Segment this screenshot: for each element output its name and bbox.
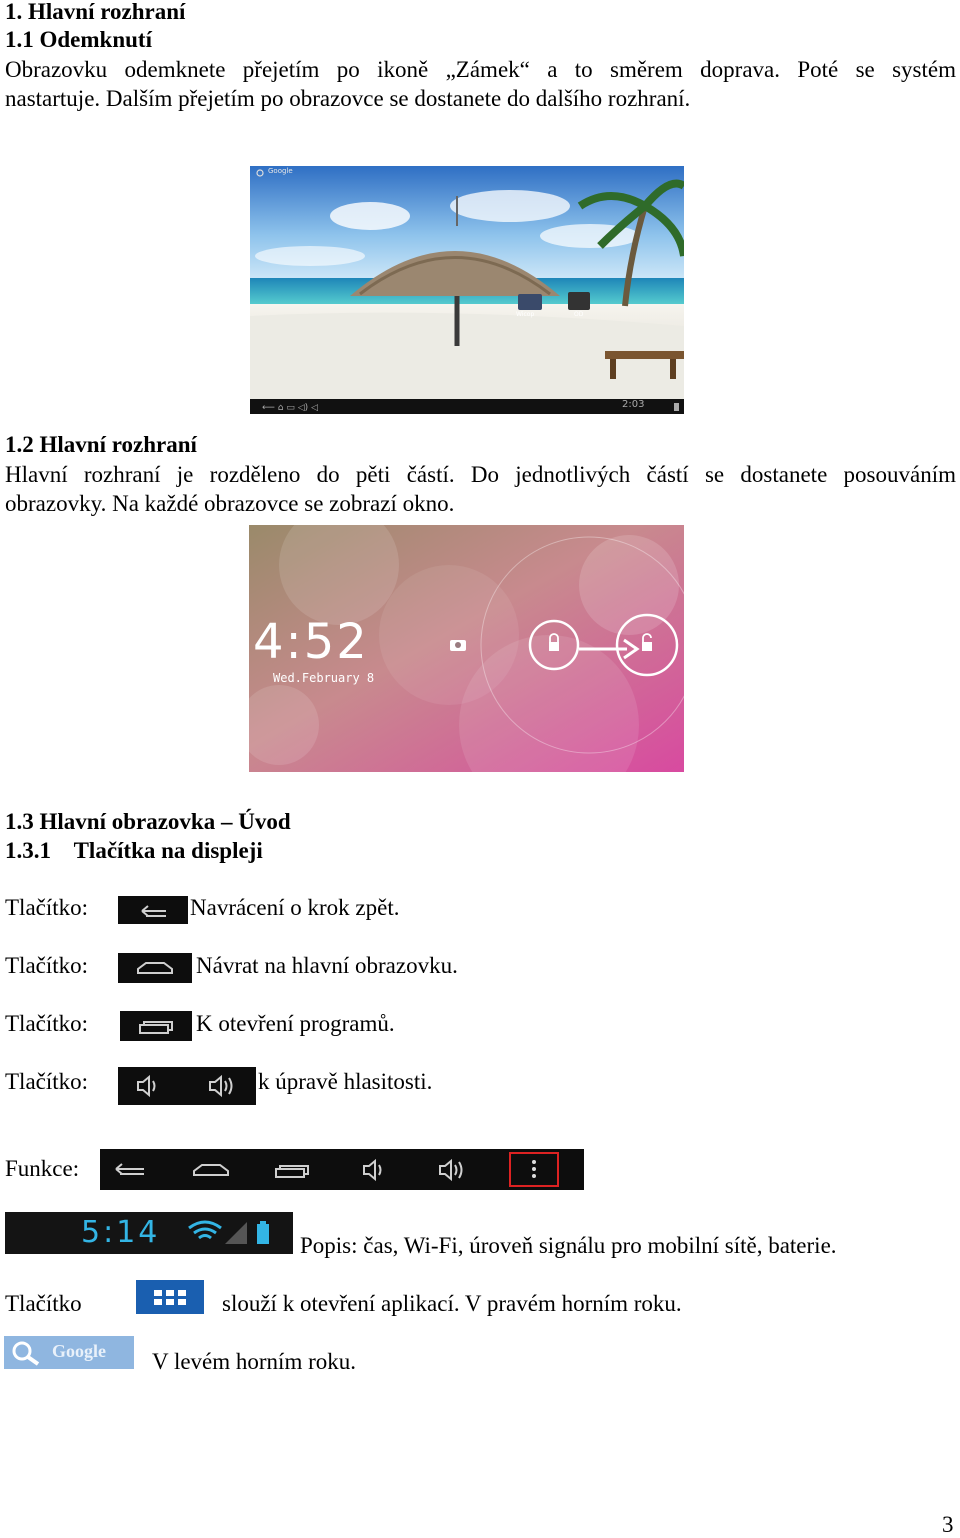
screenshot-lock-screen xyxy=(249,525,684,772)
button-row-label: Tlačítko: xyxy=(5,953,89,978)
beach-wallpaper-image xyxy=(250,166,684,414)
status-bar xyxy=(5,1212,293,1254)
heading-hlavni-rozhrani: 1. Hlavní rozhraní xyxy=(5,0,186,24)
recent-apps-icon xyxy=(120,1011,192,1041)
button-row-label: Tlačítko: xyxy=(5,895,89,920)
button-row-desc: k úpravě hlasitosti. xyxy=(258,1069,433,1094)
paragraph-rozhrani-line2: obrazovky. Na každé obrazovce se zobrazí okno. xyxy=(5,491,455,516)
heading-hlavni-obrazovka: 1.3 Hlavní obrazovka – Úvod xyxy=(5,809,291,834)
heading-tlacitka: 1.3.1 Tlačítka na displeji xyxy=(5,838,263,863)
home-icon xyxy=(194,1165,228,1175)
signal-icon xyxy=(225,1222,247,1244)
search-icon xyxy=(8,1340,48,1366)
screenshot-home-screen xyxy=(250,166,684,414)
volume-icon xyxy=(118,1067,256,1105)
app-label-od: OD xyxy=(574,311,584,318)
app-label-wicop: Wicop xyxy=(516,311,535,318)
button-row-desc: K otevření programů. xyxy=(196,1011,395,1036)
battery-icon xyxy=(257,1224,269,1244)
home-icon xyxy=(118,953,192,983)
paragraph-odemknuti-line1: Obrazovku odemknete přejetím po ikoně „Zámek“ a to směrem doprava. Poté se systém xyxy=(5,57,956,82)
search-label: Google xyxy=(268,167,293,175)
status-bar-desc: Popis: čas, Wi-Fi, úroveň signálu pro mobilní sítě, baterie. xyxy=(300,1233,837,1258)
button-row-desc: Návrat na hlavní obrazovku. xyxy=(196,953,458,978)
google-search-bar xyxy=(4,1336,134,1369)
button-row-label: Tlačítko: xyxy=(5,1069,89,1094)
paragraph-rozhrani-line1: Hlavní rozhraní je rozděleno do pěti částí. Do jednotlivých částí se dostanete posouváním xyxy=(5,462,956,487)
status-bar-time: 5:14 xyxy=(81,1215,161,1250)
heading-odemknuti: 1.1 Odemknutí xyxy=(5,27,152,52)
button-row-desc: Navrácení o krok zpět. xyxy=(190,895,400,920)
button-row-label: Tlačítko: xyxy=(5,1011,89,1036)
page-number: 3 xyxy=(942,1512,954,1537)
apps-button-label: Tlačítko xyxy=(5,1291,82,1316)
lock-date: Wed.February 8 xyxy=(273,671,375,685)
back-icon xyxy=(116,1164,144,1174)
back-icon xyxy=(118,896,188,924)
lock-clock: 4:52 xyxy=(253,614,369,670)
funkce-label: Funkce: xyxy=(5,1156,80,1181)
apps-grid-icon xyxy=(136,1280,204,1314)
svg-text:⟵ ⌂ ▭ ◁) ◁: ⟵ ⌂ ▭ ◁) ◁ xyxy=(262,403,318,413)
apps-button-desc: slouží k otevření aplikací. V pravém horním roku. xyxy=(222,1291,682,1316)
google-desc: V levém horním roku. xyxy=(152,1349,356,1374)
google-label: Google xyxy=(52,1341,106,1361)
wifi-icon xyxy=(189,1222,221,1238)
navigation-bar xyxy=(100,1149,584,1190)
status-time: 2:03 xyxy=(622,399,645,410)
paragraph-odemknuti-line2: nastartuje. Dalším přejetím po obrazovce se dostanete do dalšího rozhraní. xyxy=(5,86,691,111)
heading-hlavni-rozhrani-2: 1.2 Hlavní rozhraní xyxy=(5,432,197,457)
